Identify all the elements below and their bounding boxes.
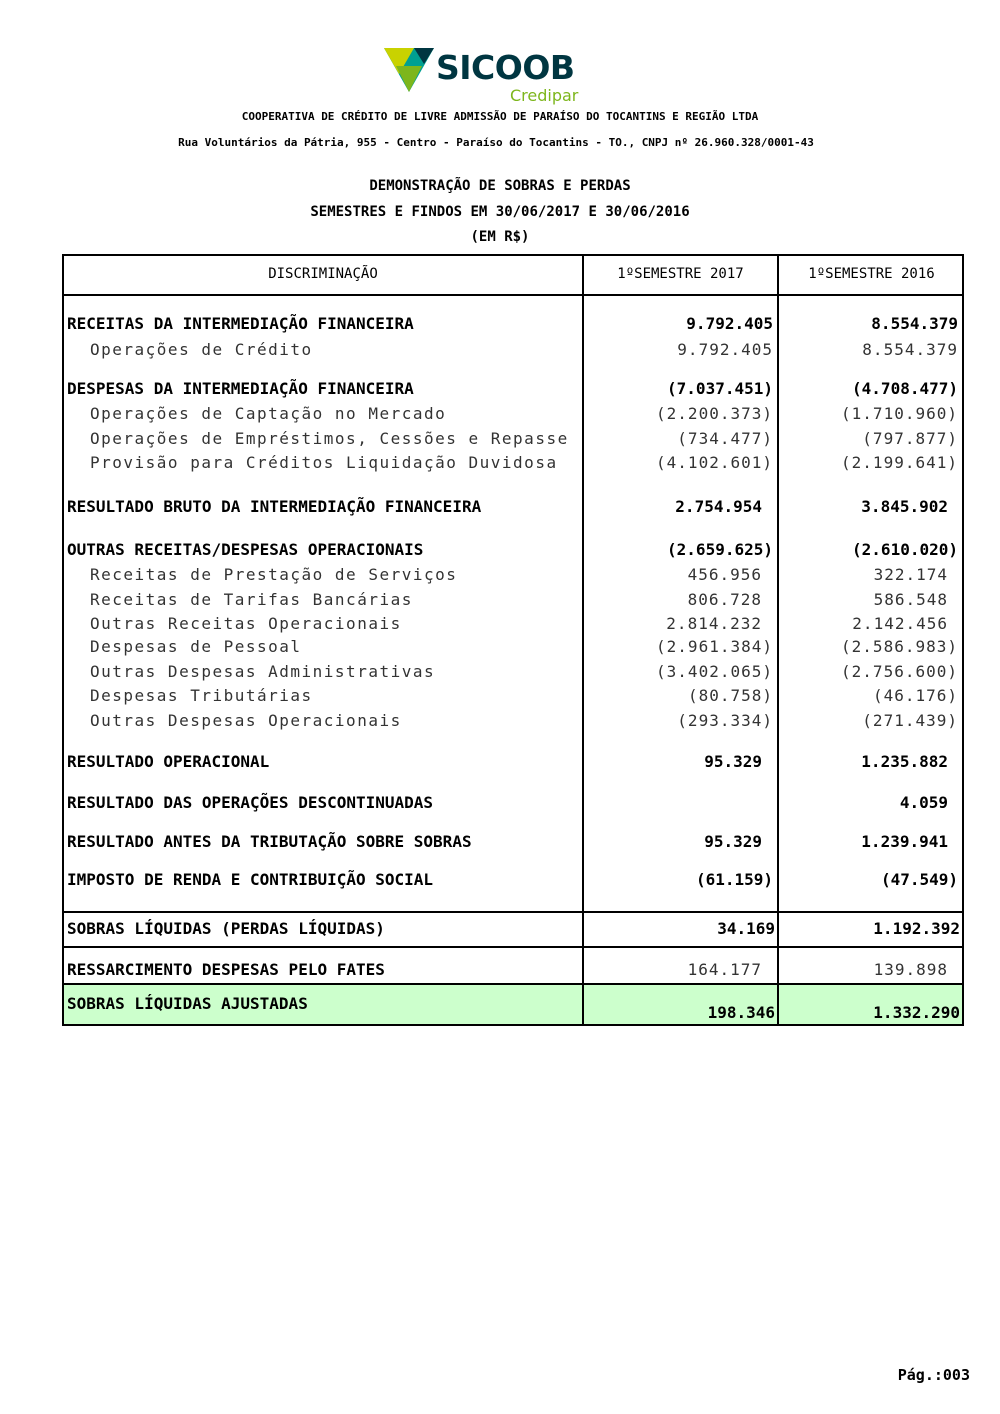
value-2016: (46.176) bbox=[872, 686, 958, 705]
table-row bbox=[0, 870, 1000, 890]
value-2017: 2.754.954 bbox=[675, 497, 762, 516]
row-label: Despesas Tributárias bbox=[90, 686, 313, 705]
table-row bbox=[0, 832, 1000, 852]
table-row bbox=[0, 379, 1000, 399]
value-2017: 2.814.232 bbox=[666, 614, 762, 633]
table-row bbox=[0, 919, 1000, 939]
value-2017: (734.477) bbox=[677, 429, 773, 448]
row-divider bbox=[62, 983, 964, 985]
value-2017: 456.956 bbox=[687, 565, 762, 584]
value-2017: (2.961.384) bbox=[656, 637, 773, 656]
value-2016: (1.710.960) bbox=[841, 404, 958, 423]
value-2016: (2.199.641) bbox=[841, 453, 958, 472]
row-label: Outras Despesas Operacionais bbox=[90, 711, 402, 730]
value-2016: 1.235.882 bbox=[861, 752, 948, 771]
header-divider bbox=[62, 294, 964, 296]
value-2016: 1.192.392 bbox=[873, 919, 960, 938]
column-header-description: DISCRIMINAÇÃO bbox=[268, 266, 378, 282]
row-label: RECEITAS DA INTERMEDIAÇÃO FINANCEIRA bbox=[67, 314, 414, 333]
value-2017: (2.200.373) bbox=[656, 404, 773, 423]
row-label: RESULTADO DAS OPERAÇÕES DESCONTINUADAS bbox=[67, 793, 434, 812]
value-2017: 198.346 bbox=[707, 1003, 775, 1022]
row-label: IMPOSTO DE RENDA E CONTRIBUIÇÃO SOCIAL bbox=[67, 870, 434, 889]
table-row bbox=[0, 590, 1000, 610]
value-2016: (2.756.600) bbox=[841, 662, 958, 681]
value-2017: (61.159) bbox=[695, 870, 773, 889]
column-header-2017: 1ºSEMESTRE 2017 bbox=[617, 266, 744, 282]
value-2016: (47.549) bbox=[880, 870, 958, 889]
value-2017: 95.329 bbox=[704, 832, 762, 851]
value-2017: 164.177 bbox=[687, 960, 762, 979]
row-label: RESSARCIMENTO DESPESAS PELO FATES bbox=[67, 960, 385, 979]
report-subtitle: SEMESTRES E FINDOS EM 30/06/2017 E 30/06/2016 bbox=[310, 204, 690, 220]
report-title: DEMONSTRAÇÃO DE SOBRAS E PERDAS bbox=[369, 178, 631, 194]
value-2016: 322.174 bbox=[873, 565, 948, 584]
value-2017: 806.728 bbox=[687, 590, 762, 609]
cooperative-address: Rua Voluntários da Pátria, 955 - Centro - Paraíso do Tocantins - TO., CNPJ nº 26.960.328/0001-43 bbox=[178, 136, 814, 149]
value-2017: (2.659.625) bbox=[667, 540, 773, 559]
table-row bbox=[0, 711, 1000, 731]
value-2017: 95.329 bbox=[704, 752, 762, 771]
table-row-values bbox=[0, 1003, 1000, 1023]
table-row bbox=[0, 453, 1000, 473]
value-2016: 2.142.456 bbox=[852, 614, 948, 633]
row-divider bbox=[62, 946, 964, 948]
value-2017: (7.037.451) bbox=[667, 379, 773, 398]
value-2016: 1.332.290 bbox=[873, 1003, 960, 1022]
row-label: DESPESAS DA INTERMEDIAÇÃO FINANCEIRA bbox=[67, 379, 414, 398]
value-2016: (4.708.477) bbox=[852, 379, 958, 398]
value-2016: (2.610.020) bbox=[852, 540, 958, 559]
row-label: Outras Despesas Administrativas bbox=[90, 662, 436, 681]
row-label: Receitas de Prestação de Serviços bbox=[90, 565, 458, 584]
cooperative-name: COOPERATIVA DE CRÉDITO DE LIVRE ADMISSÃO DE PARAÍSO DO TOCANTINS E REGIÃO LTDA bbox=[241, 110, 759, 123]
table-row bbox=[0, 793, 1000, 813]
sicoob-logo-icon bbox=[384, 48, 434, 94]
table-row bbox=[0, 686, 1000, 706]
row-label: RESULTADO BRUTO DA INTERMEDIAÇÃO FINANCEIRA bbox=[67, 497, 482, 516]
value-2016: 4.059 bbox=[899, 793, 948, 812]
table-row bbox=[0, 340, 1000, 360]
value-2016: 8.554.379 bbox=[862, 340, 958, 359]
value-2017: (293.334) bbox=[677, 711, 773, 730]
value-2016: (2.586.983) bbox=[841, 637, 958, 656]
value-2017: 9.792.405 bbox=[677, 340, 773, 359]
column-header-2016: 1ºSEMESTRE 2016 bbox=[808, 266, 935, 282]
report-unit: (EM R$) bbox=[470, 229, 530, 245]
value-2016: 1.239.941 bbox=[861, 832, 948, 851]
table-row bbox=[0, 540, 1000, 560]
value-2017: (80.758) bbox=[687, 686, 773, 705]
row-label: Receitas de Tarifas Bancárias bbox=[90, 590, 413, 609]
table-row bbox=[0, 497, 1000, 517]
value-2016: (797.877) bbox=[862, 429, 958, 448]
row-label: Operações de Captação no Mercado bbox=[90, 404, 447, 423]
table-row bbox=[0, 752, 1000, 772]
table-row bbox=[0, 662, 1000, 682]
value-2016: 586.548 bbox=[873, 590, 948, 609]
table-row bbox=[0, 960, 1000, 980]
row-label: Outras Receitas Operacionais bbox=[90, 614, 402, 633]
value-2016: (271.439) bbox=[862, 711, 958, 730]
value-2017: 34.169 bbox=[717, 919, 775, 938]
page-number: Pág.:003 bbox=[897, 1366, 970, 1384]
row-label: OUTRAS RECEITAS/DESPESAS OPERACIONAIS bbox=[67, 540, 424, 559]
logo-subbrand: Credipar bbox=[510, 86, 579, 105]
row-label: SOBRAS LÍQUIDAS AJUSTADAS bbox=[67, 994, 308, 1013]
row-label: SOBRAS LÍQUIDAS (PERDAS LÍQUIDAS) bbox=[67, 919, 385, 938]
row-label: RESULTADO ANTES DA TRIBUTAÇÃO SOBRE SOBRAS bbox=[67, 832, 472, 851]
row-divider bbox=[62, 911, 964, 913]
value-2016: 139.898 bbox=[873, 960, 948, 979]
value-2017: (4.102.601) bbox=[656, 453, 773, 472]
value-2016: 3.845.902 bbox=[861, 497, 948, 516]
row-label: Provisão para Créditos Liquidação Duvidosa bbox=[90, 453, 558, 472]
row-label: Operações de Crédito bbox=[90, 340, 313, 359]
row-label: RESULTADO OPERACIONAL bbox=[67, 752, 270, 771]
table-row bbox=[0, 404, 1000, 424]
table-row bbox=[0, 637, 1000, 657]
table-row bbox=[0, 314, 1000, 334]
table-row bbox=[0, 614, 1000, 634]
table-row bbox=[0, 429, 1000, 449]
row-label: Operações de Empréstimos, Cessões e Repasse bbox=[90, 429, 569, 448]
table-row bbox=[0, 565, 1000, 585]
logo-brand: SICOOB bbox=[436, 48, 575, 87]
sicoob-logo bbox=[384, 46, 584, 108]
value-2017: (3.402.065) bbox=[656, 662, 773, 681]
value-2016: 8.554.379 bbox=[871, 314, 958, 333]
row-label: Despesas de Pessoal bbox=[90, 637, 302, 656]
value-2017: 9.792.405 bbox=[686, 314, 773, 333]
